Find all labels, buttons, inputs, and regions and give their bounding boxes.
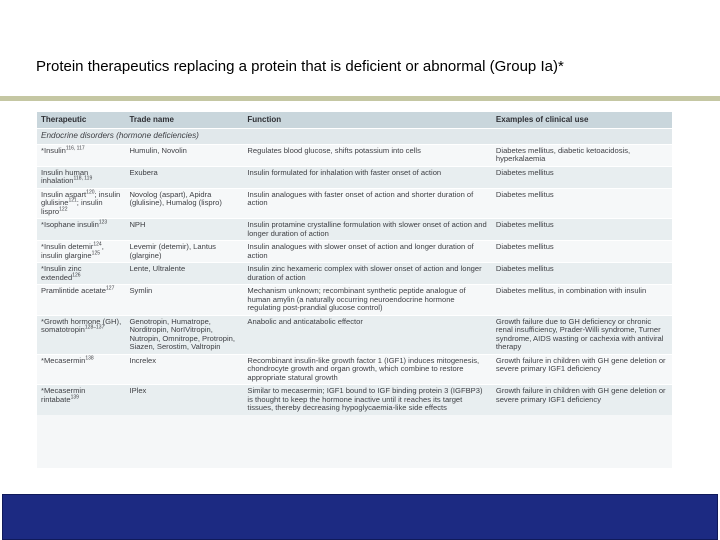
cell-function: Anabolic and anticatabolic effector <box>243 315 492 354</box>
cell-function: Insulin analogues with slower onset of action and longer duration of action <box>243 241 492 263</box>
header-trade-name: Trade name <box>125 112 243 129</box>
cell-therapeutic <box>37 354 125 385</box>
therapeutic-name: Insulin human inhalation <box>41 167 89 185</box>
cell-clinical-use: Diabetes mellitus <box>492 241 672 263</box>
cell-function: Regulates blood glucose, shifts potassium into cells <box>243 144 492 166</box>
table-row <box>37 385 672 415</box>
table-row <box>37 219 672 241</box>
table-row <box>37 354 672 385</box>
cell-clinical-use: Diabetes mellitus <box>492 263 672 285</box>
cell-therapeutic <box>37 188 125 219</box>
cell-trade-name: Humulin, Novolin <box>125 144 243 166</box>
footer-bar <box>2 494 718 540</box>
cell-clinical-use: Diabetes mellitus, diabetic ketoacidosis, hyperkalaemia <box>492 144 672 166</box>
cell-function: Insulin analogues with faster onset of action and shorter duration of action <box>243 188 492 219</box>
cell-therapeutic <box>37 263 125 285</box>
cell-trade-name: Lente, Ultralente <box>125 263 243 285</box>
table-row <box>37 144 672 166</box>
header-clinical-use: Examples of clinical use <box>492 112 672 129</box>
group-row <box>37 129 672 145</box>
cell-clinical-use: Diabetes mellitus <box>492 166 672 188</box>
therapeutic-name: Pramlintide acetate <box>41 286 107 295</box>
cell-clinical-use: Growth failure due to GH deficiency or chronic renal insufficiency, Prader-Willi syndrome, Turner syndrome, AIDS wasting or cachexia with antiviral therapy <box>492 315 672 354</box>
reference-superscript: 116, 117 <box>65 144 85 151</box>
cell-trade-name: Increlex <box>125 354 243 385</box>
reference-superscript: 123 <box>98 219 108 226</box>
therapeutic-name: *Insulin zinc extended <box>41 264 82 282</box>
title-divider <box>0 96 720 101</box>
cell-trade-name: Symlin <box>125 285 243 316</box>
cell-function: Insulin formulated for inhalation with faster onset of action <box>243 166 492 188</box>
therapeutic-name: *Mecasermin rintabate <box>41 386 86 404</box>
therapeutic-name: Insulin aspart <box>41 189 87 199</box>
cell-clinical-use: Growth failure in children with GH gene deletion or severe primary IGF1 deficiency <box>492 354 672 385</box>
therapeutic-name: *Isophane insulin <box>41 220 99 229</box>
header-therapeutic: Therapeutic <box>37 112 125 129</box>
therapeutic-name: *Growth hormone (GH), somatotropin <box>41 316 122 334</box>
reference-superscript: 138 <box>85 354 94 361</box>
cell-function: Insulin zinc hexameric complex with slower onset of action and longer duration of action <box>243 263 492 285</box>
therapeutic-name: , insulin glargine <box>41 242 104 260</box>
table-row <box>37 315 672 354</box>
reference-superscript: 120 <box>86 188 95 195</box>
reference-superscript: 124 <box>93 241 102 248</box>
cell-clinical-use: Diabetes mellitus, in combination with insulin <box>492 285 672 316</box>
therapeutic-name: *Insulin <box>41 145 66 155</box>
reference-superscript: 118, 119 <box>73 175 93 182</box>
therapeutic-name: ; insulin lispro <box>41 198 103 216</box>
table-row <box>37 166 672 188</box>
cell-therapeutic <box>37 144 125 166</box>
cell-therapeutic <box>37 285 125 316</box>
cell-function: Mechanism unknown; recombinant synthetic peptide analogue of human amylin (a naturally occurring neuroendocrine hormone regulating post-prandial glucose control) <box>243 285 492 316</box>
table-row <box>37 188 672 219</box>
cell-trade-name: Exubera <box>125 166 243 188</box>
cell-trade-name: Genotropin, Humatrope, Norditropin, NorIVitropin, Nutropin, Omnitrope, Protropin, Siazen, Serostim, Valtropin <box>125 315 243 354</box>
reference-superscript: 127 <box>106 285 115 292</box>
group-label: Endocrine disorders (hormone deficiencies) <box>37 129 672 145</box>
reference-superscript: 126 <box>72 271 81 278</box>
protein-therapeutics-table <box>37 112 672 415</box>
cell-therapeutic <box>37 219 125 241</box>
cell-therapeutic <box>37 385 125 415</box>
cell-function: Similar to mecasermin; IGF1 bound to IGF binding protein 3 (IGFBP3) is thought to keep the hormone inactive until it reaches its target tissues, thereby decreasing hypoglycaemia-like side effects <box>243 385 492 415</box>
table-row <box>37 241 672 263</box>
reference-superscript: 125 <box>91 249 101 256</box>
reference-superscript: 121 <box>68 197 77 204</box>
cell-therapeutic <box>37 241 125 263</box>
cell-trade-name: NPH <box>125 219 243 241</box>
therapeutic-name: ; insulin glulisine <box>41 189 121 207</box>
therapeutic-name: *Mecasermin <box>41 355 86 365</box>
cell-trade-name: Levemir (detemir), Lantus (glargine) <box>125 241 243 263</box>
reference-superscript: 139 <box>70 393 79 400</box>
table-image <box>37 112 672 468</box>
slide-title: Protein therapeutics replacing a protein that is deficient or abnormal (Group Ia)* <box>36 58 564 75</box>
cell-trade-name: Novolog (aspart), Apidra (glulisine), Humalog (lispro) <box>125 188 243 219</box>
cell-therapeutic <box>37 166 125 188</box>
table-header-row <box>37 112 672 129</box>
cell-clinical-use: Diabetes mellitus <box>492 188 672 219</box>
reference-superscript: 128–137 <box>84 324 105 331</box>
cell-clinical-use: Growth failure in children with GH gene deletion or severe primary IGF1 deficiency <box>492 385 672 415</box>
cell-function: Recombinant insulin-like growth factor 1 (IGF1) induces mitogenesis, chondrocyte growth and organ growth, which combine to restore appropriate statural growth <box>243 354 492 385</box>
table-row <box>37 263 672 285</box>
table-row <box>37 285 672 316</box>
reference-superscript: 122 <box>59 205 68 212</box>
header-function: Function <box>243 112 492 129</box>
therapeutic-name: *Insulin detemir <box>41 242 94 251</box>
cell-function: Insulin protamine crystalline formulation with slower onset of action and longer duration of action <box>243 219 492 241</box>
cell-therapeutic <box>37 315 125 354</box>
cell-trade-name: IPlex <box>125 385 243 415</box>
cell-clinical-use: Diabetes mellitus <box>492 219 672 241</box>
